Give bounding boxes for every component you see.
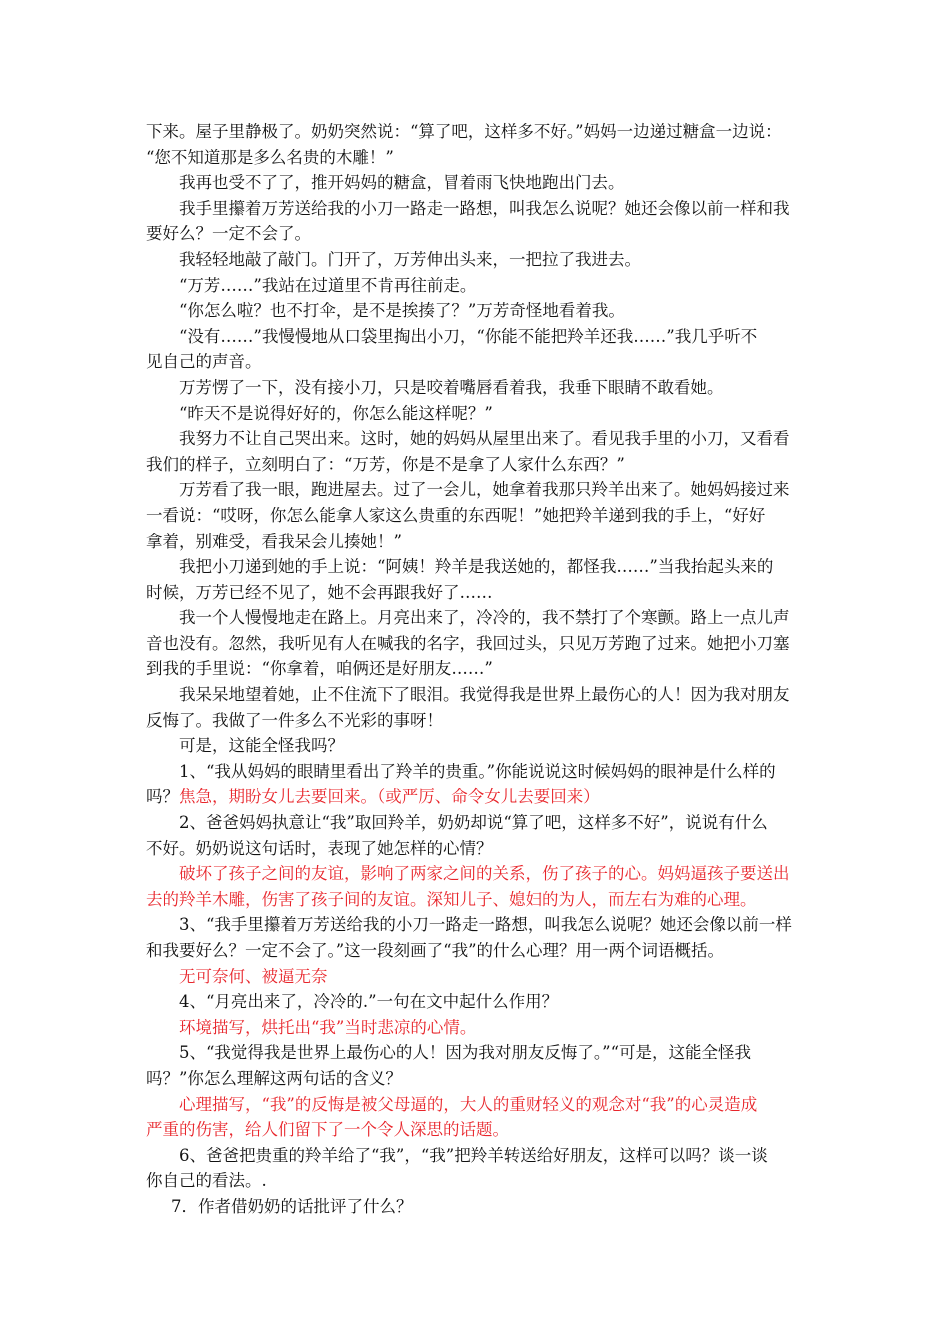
document-page bbox=[146, 119, 808, 1220]
text-line: 反悔了。我做了一件多么不光彩的事呀！ bbox=[146, 710, 443, 730]
text-line: “昨天不是说得好好的，你怎么能这样呢？” bbox=[179, 403, 493, 423]
text-line: 要好么？一定不会了。 bbox=[146, 224, 311, 244]
question-3: 3、“我手里攥着万芳送给我的小刀一路走一路想，叫我怎么说呢？她还会像以前一样 bbox=[179, 915, 792, 935]
answer-1: 焦急，期盼女儿去要回来。（或严厉、命令女儿去要回来） bbox=[179, 787, 600, 807]
question-1-continuation bbox=[146, 784, 808, 810]
text-line: “你怎么啦？也不打伞，是不是挨揍了？”万芳奇怪地看着我。 bbox=[179, 301, 625, 321]
answer-4: 环境描写，烘托出“我”当时悲凉的心情。 bbox=[179, 1017, 477, 1037]
answer-2: 破坏了孩子之间的友谊，影响了两家之间的关系，伤了孩子的心。妈妈逼孩子要送出 bbox=[179, 864, 790, 884]
text-line: “没有……”我慢慢地从口袋里掏出小刀，“你能不能把羚羊还我……”我几乎听不 bbox=[179, 326, 758, 346]
text-line: 我呆呆地望着她，止不住流下了眼泪。我觉得我是世界上最伤心的人！因为我对朋友 bbox=[179, 685, 790, 705]
text-line: 吗？”你怎么理解这两句话的含义？ bbox=[146, 1068, 402, 1088]
question-1-tail: 吗？ bbox=[146, 787, 179, 807]
text-line: 一看说：“哎呀，你怎么能拿人家这么贵重的东西呢！”她把羚羊递到我的手上，“好好 bbox=[146, 505, 766, 525]
answer-5: 心理描写，“我”的反悔是被父母逼的，大人的重财轻义的观念对“我”的心灵造成 bbox=[179, 1094, 758, 1114]
text-line: 万芳愣了一下，没有接小刀，只是咬着嘴唇看着我，我垂下眼睛不敢看她。 bbox=[179, 377, 724, 397]
text-line: 音也没有。忽然，我听见有人在喊我的名字，我回过头，只见万芳跑了过来。她把小刀塞 bbox=[146, 633, 790, 653]
answer-2-continuation: 去的羚羊木雕，伤害了孩子间的友谊。深知儿子、媳妇的为人，而左右为难的心理。 bbox=[146, 889, 757, 909]
text-line: 拿着，别难受，看我呆会儿揍她！” bbox=[146, 531, 402, 551]
text-line: 下来。屋子里静极了。奶奶突然说：“算了吧，这样多不好。”妈妈一边递过糖盒一边说： bbox=[146, 122, 782, 141]
question-4: 4、“月亮出来了，冷冷的.”一句在文中起什么作用？ bbox=[179, 992, 559, 1012]
text-line: 到我的手里说：“你拿着，咱俩还是好朋友……” bbox=[146, 659, 493, 679]
text-line: 不好。奶奶说这句话时，表现了她怎样的心情？ bbox=[146, 838, 493, 858]
text-line: 我轻轻地敲了敲门。门开了，万芳伸出头来，一把拉了我进去。 bbox=[179, 249, 641, 269]
question-6: 6、爸爸把贵重的羚羊给了“我”，“我”把羚羊转送给好朋友，这样可以吗？谈一谈 bbox=[179, 1145, 768, 1165]
text-line: 和我要好么？一定不会了。”这一段刻画了“我”的什么心理？用一两个词语概括。 bbox=[146, 941, 725, 960]
text-line: 见自己的声音。 bbox=[146, 352, 262, 372]
question-7: 7．作者借奶奶的话批评了什么？ bbox=[171, 1196, 413, 1216]
text-line: 我一个人慢慢地走在路上。月亮出来了，冷冷的，我不禁打了个寒颤。路上一点儿声 bbox=[179, 608, 790, 628]
text-line: 我努力不让自己哭出来。这时，她的妈妈从屋里出来了。看见我手里的小刀，又看看 bbox=[179, 429, 790, 449]
answer-3: 无可奈何、被逼无奈 bbox=[179, 966, 328, 986]
text-line: 我们的样子，立刻明白了：“万芳，你是不是拿了人家什么东西？” bbox=[146, 454, 625, 474]
text-line: “万芳……”我站在过道里不肯再往前走。 bbox=[179, 275, 477, 295]
question-5: 5、“我觉得我是世界上最伤心的人！因为我对朋友反悔了。”“可是，这能全怪我 bbox=[179, 1043, 752, 1063]
text-line: 我把小刀递到她的手上说：“阿姨！羚羊是我送她的，都怪我……”当我抬起头来的 bbox=[179, 557, 774, 577]
question-2: 2、爸爸妈妈执意让“我”取回羚羊，奶奶却说“算了吧，这样多不好”，说说有什么 bbox=[179, 813, 768, 833]
text-line: 时候，万芳已经不见了，她不会再跟我好了…… bbox=[146, 582, 493, 602]
text-line: 你自己的看法。. bbox=[146, 1171, 267, 1191]
answer-5-continuation: 严重的伤害，给人们留下了一个令人深思的话题。 bbox=[146, 1120, 509, 1140]
text-line: “您不知道那是多么名贵的木雕！” bbox=[146, 147, 394, 167]
text-line: 我手里攥着万芳送给我的小刀一路走一路想，叫我怎么说呢？她还会像以前一样和我 bbox=[179, 198, 790, 218]
question-1: 1、“我从妈妈的眼睛里看出了羚羊的贵重。”你能说说这时候妈妈的眼神是什么样的 bbox=[179, 761, 776, 781]
text-line: 万芳看了我一眼，跑进屋去。过了一会儿，她拿着我那只羚羊出来了。她妈妈接过来 bbox=[179, 480, 790, 500]
text-line: 可是，这能全怪我吗？ bbox=[179, 736, 344, 756]
text-line: 我再也受不了了，推开妈妈的糖盒，冒着雨飞快地跑出门去。 bbox=[179, 173, 625, 193]
